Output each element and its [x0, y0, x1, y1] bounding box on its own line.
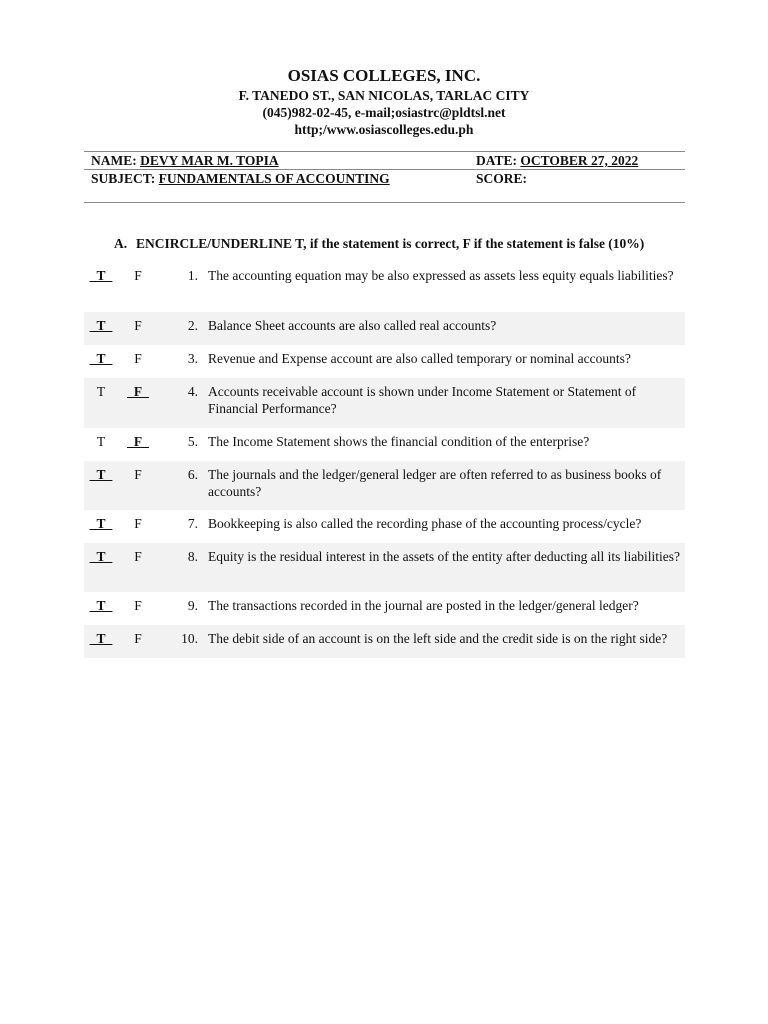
list-item — [84, 428, 685, 461]
list-item — [84, 262, 685, 312]
item-number: 4. — [187, 384, 198, 399]
subject-label: SUBJECT: — [91, 171, 156, 186]
item-number: 10. — [181, 631, 198, 646]
false-option[interactable]: _F_ — [127, 434, 149, 449]
score-field — [476, 170, 527, 187]
student-info — [84, 151, 685, 187]
true-option[interactable]: _T_ — [89, 516, 113, 531]
false-option[interactable]: F — [134, 318, 142, 333]
school-address: F. TANEDO ST., SAN NICOLAS, TARLAC CITY — [238, 88, 530, 103]
school-contact: (045)982-02-45, e-mail;osiastrc@pldtsl.net — [262, 105, 506, 120]
date-field — [476, 152, 638, 169]
false-option[interactable]: F — [134, 631, 142, 646]
school-name: OSIAS COLLEGES, INC. — [287, 66, 481, 85]
item-statement: The transactions recorded in the journal are posted in the ledger/general ledger? — [208, 598, 639, 613]
true-option[interactable]: _T_ — [89, 549, 113, 564]
date-value: OCTOBER 27, 2022 — [520, 153, 639, 168]
false-option[interactable]: F — [134, 467, 142, 482]
item-statement: The Income Statement shows the financial condition of the enterprise? — [208, 434, 590, 449]
item-number: 3. — [187, 351, 198, 366]
item-statement: The journals and the ledger/general ledger are often referred to as business books of accounts? — [208, 467, 662, 499]
list-item — [84, 378, 685, 428]
item-statement: Accounts receivable account is shown under Income Statement or Statement of Financial Performance? — [208, 384, 637, 416]
list-item — [84, 592, 685, 625]
section-title: ENCIRCLE/UNDERLINE T, if the statement is correct, F if the statement is false (10%) — [136, 236, 645, 251]
question-list — [84, 262, 685, 658]
date-label: DATE: — [476, 153, 518, 168]
list-item — [84, 510, 685, 543]
section-heading — [114, 235, 644, 252]
true-option[interactable]: _T_ — [89, 631, 113, 646]
subject-value: FUNDAMENTALS OF ACCOUNTING — [158, 171, 390, 186]
true-option[interactable]: T — [96, 434, 106, 449]
item-number: 5. — [187, 434, 198, 449]
list-item — [84, 461, 685, 510]
true-option[interactable]: _T_ — [89, 318, 113, 333]
true-option[interactable]: T — [96, 384, 106, 399]
list-item — [84, 312, 685, 345]
item-number: 6. — [187, 467, 198, 482]
item-statement: Balance Sheet accounts are also called real accounts? — [208, 318, 497, 333]
true-option[interactable]: _T_ — [89, 598, 113, 613]
info-row-subject-score — [84, 169, 685, 187]
item-number: 2. — [187, 318, 198, 333]
item-statement: The debit side of an account is on the left side and the credit side is on the right side? — [208, 631, 668, 646]
school-website: http;/www.osiascolleges.edu.ph — [294, 122, 474, 137]
document-header — [0, 64, 768, 138]
item-number: 7. — [187, 516, 198, 531]
item-statement: Bookkeeping is also called the recording phase of the accounting process/cycle? — [208, 516, 642, 531]
name-label: NAME: — [91, 153, 137, 168]
info-row-name-date — [84, 151, 685, 169]
false-option[interactable]: F — [134, 549, 142, 564]
false-option[interactable]: F — [134, 598, 142, 613]
false-option[interactable]: F — [134, 268, 142, 283]
list-item — [84, 543, 685, 592]
item-number: 9. — [187, 598, 198, 613]
item-statement: The accounting equation may be also expressed as assets less equity equals liabilities? — [208, 268, 674, 283]
list-item — [84, 625, 685, 658]
false-option[interactable]: F — [134, 516, 142, 531]
true-option[interactable]: _T_ — [89, 351, 113, 366]
item-statement: Equity is the residual interest in the assets of the entity after deducting all its liabilities? — [208, 549, 681, 564]
score-label: SCORE: — [476, 171, 528, 186]
item-number: 8. — [187, 549, 198, 564]
item-statement: Revenue and Expense account are also called temporary or nominal accounts? — [208, 351, 631, 366]
item-number: 1. — [187, 268, 198, 283]
false-option[interactable]: F — [134, 351, 142, 366]
subject-field — [91, 170, 390, 187]
true-option[interactable]: _T_ — [89, 467, 113, 482]
section-letter: A. — [114, 236, 128, 251]
name-value: DEVY MAR M. TOPIA — [140, 153, 279, 168]
false-option[interactable]: _F_ — [127, 384, 149, 399]
name-field — [91, 152, 279, 169]
section-divider — [84, 202, 685, 203]
list-item — [84, 345, 685, 378]
true-option[interactable]: _T_ — [89, 268, 113, 283]
